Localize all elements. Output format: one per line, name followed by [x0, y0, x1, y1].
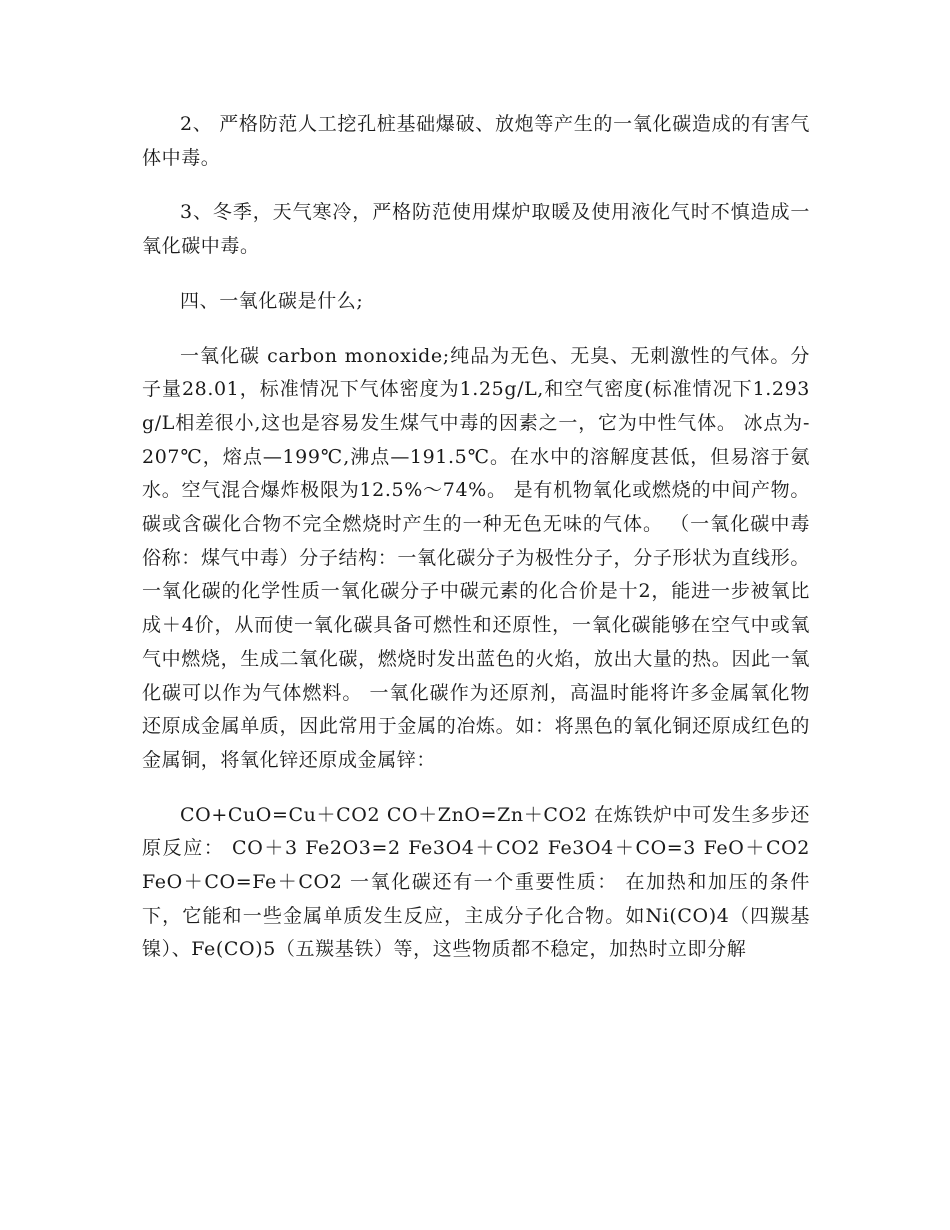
document-page	[142, 108, 817, 967]
paragraph-properties: 一氧化碳 carbon monoxide;纯品为无色、无臭、无刺激性的气体。分子量28.01，标准情况下气体密度为1.25g/L,和空气密度(标准情况下1.293g/L相差很小,这也是容易发生煤气中毒的因素之一，它为中性气体。 冰点为-207℃，熔点—199℃,沸点—191.5℃。在水中的溶解度甚低，但易溶于氨水。空气混合爆炸极限为12.5%～74%。 是有机物氧化或燃烧的中间产物。 碳或含碳化合物不完全燃烧时产生的一种无色无味的气体。 （一氧化碳中毒俗称：煤气中毒）分子结构：一氧化碳分子为极性分子，分子形状为直线形。 一氧化碳的化学性质一氧化碳分子中碳元素的化合价是十2，能进一步被氧比成＋4价，从而使一氧化碳具备可燃性和还原性，一氧化碳能够在空气中或氧气中燃烧，生成二氧化碳，燃烧时发出蓝色的火焰，放出大量的热。因此一氧化碳可以作为气体燃料。 一氧化碳作为还原剂，高温时能将许多金属氧化物还原成金属单质，因此常用于金属的冶炼。如：将黑色的氧化铜还原成红色的金属铜，将氧化锌还原成金属锌：	[142, 344, 817, 771]
paragraph-item-2: 2、 严格防范人工挖孔桩基础爆破、放炮等产生的一氧化碳造成的有害气体中毒。	[142, 113, 810, 169]
paragraph-reactions: CO+CuO=Cu＋CO2 CO＋ZnO=Zn＋CO2 在炼铁炉中可发生多步还原反应： CO＋3 Fe2O3=2 Fe3O4＋CO2 Fe3O4＋CO=3 FeO＋CO2 FeO＋CO=Fe＋CO2 一氧化碳还有一个重要性质： 在加热和加压的条件下，它能和一些金属单质发生反应，主成分子化合物。如Ni(CO)4（四羰基镍）、Fe(CO)5（五羰基铁）等，这些物质都不稳定，加热时立即分解	[142, 803, 817, 961]
paragraph-item-3: 3、冬季，天气寒冷，严格防范使用煤炉取暖及使用液化气时不慎造成一氧化碳中毒。	[142, 201, 810, 258]
section-heading: 四、一氧化碳是什么;	[180, 289, 364, 312]
